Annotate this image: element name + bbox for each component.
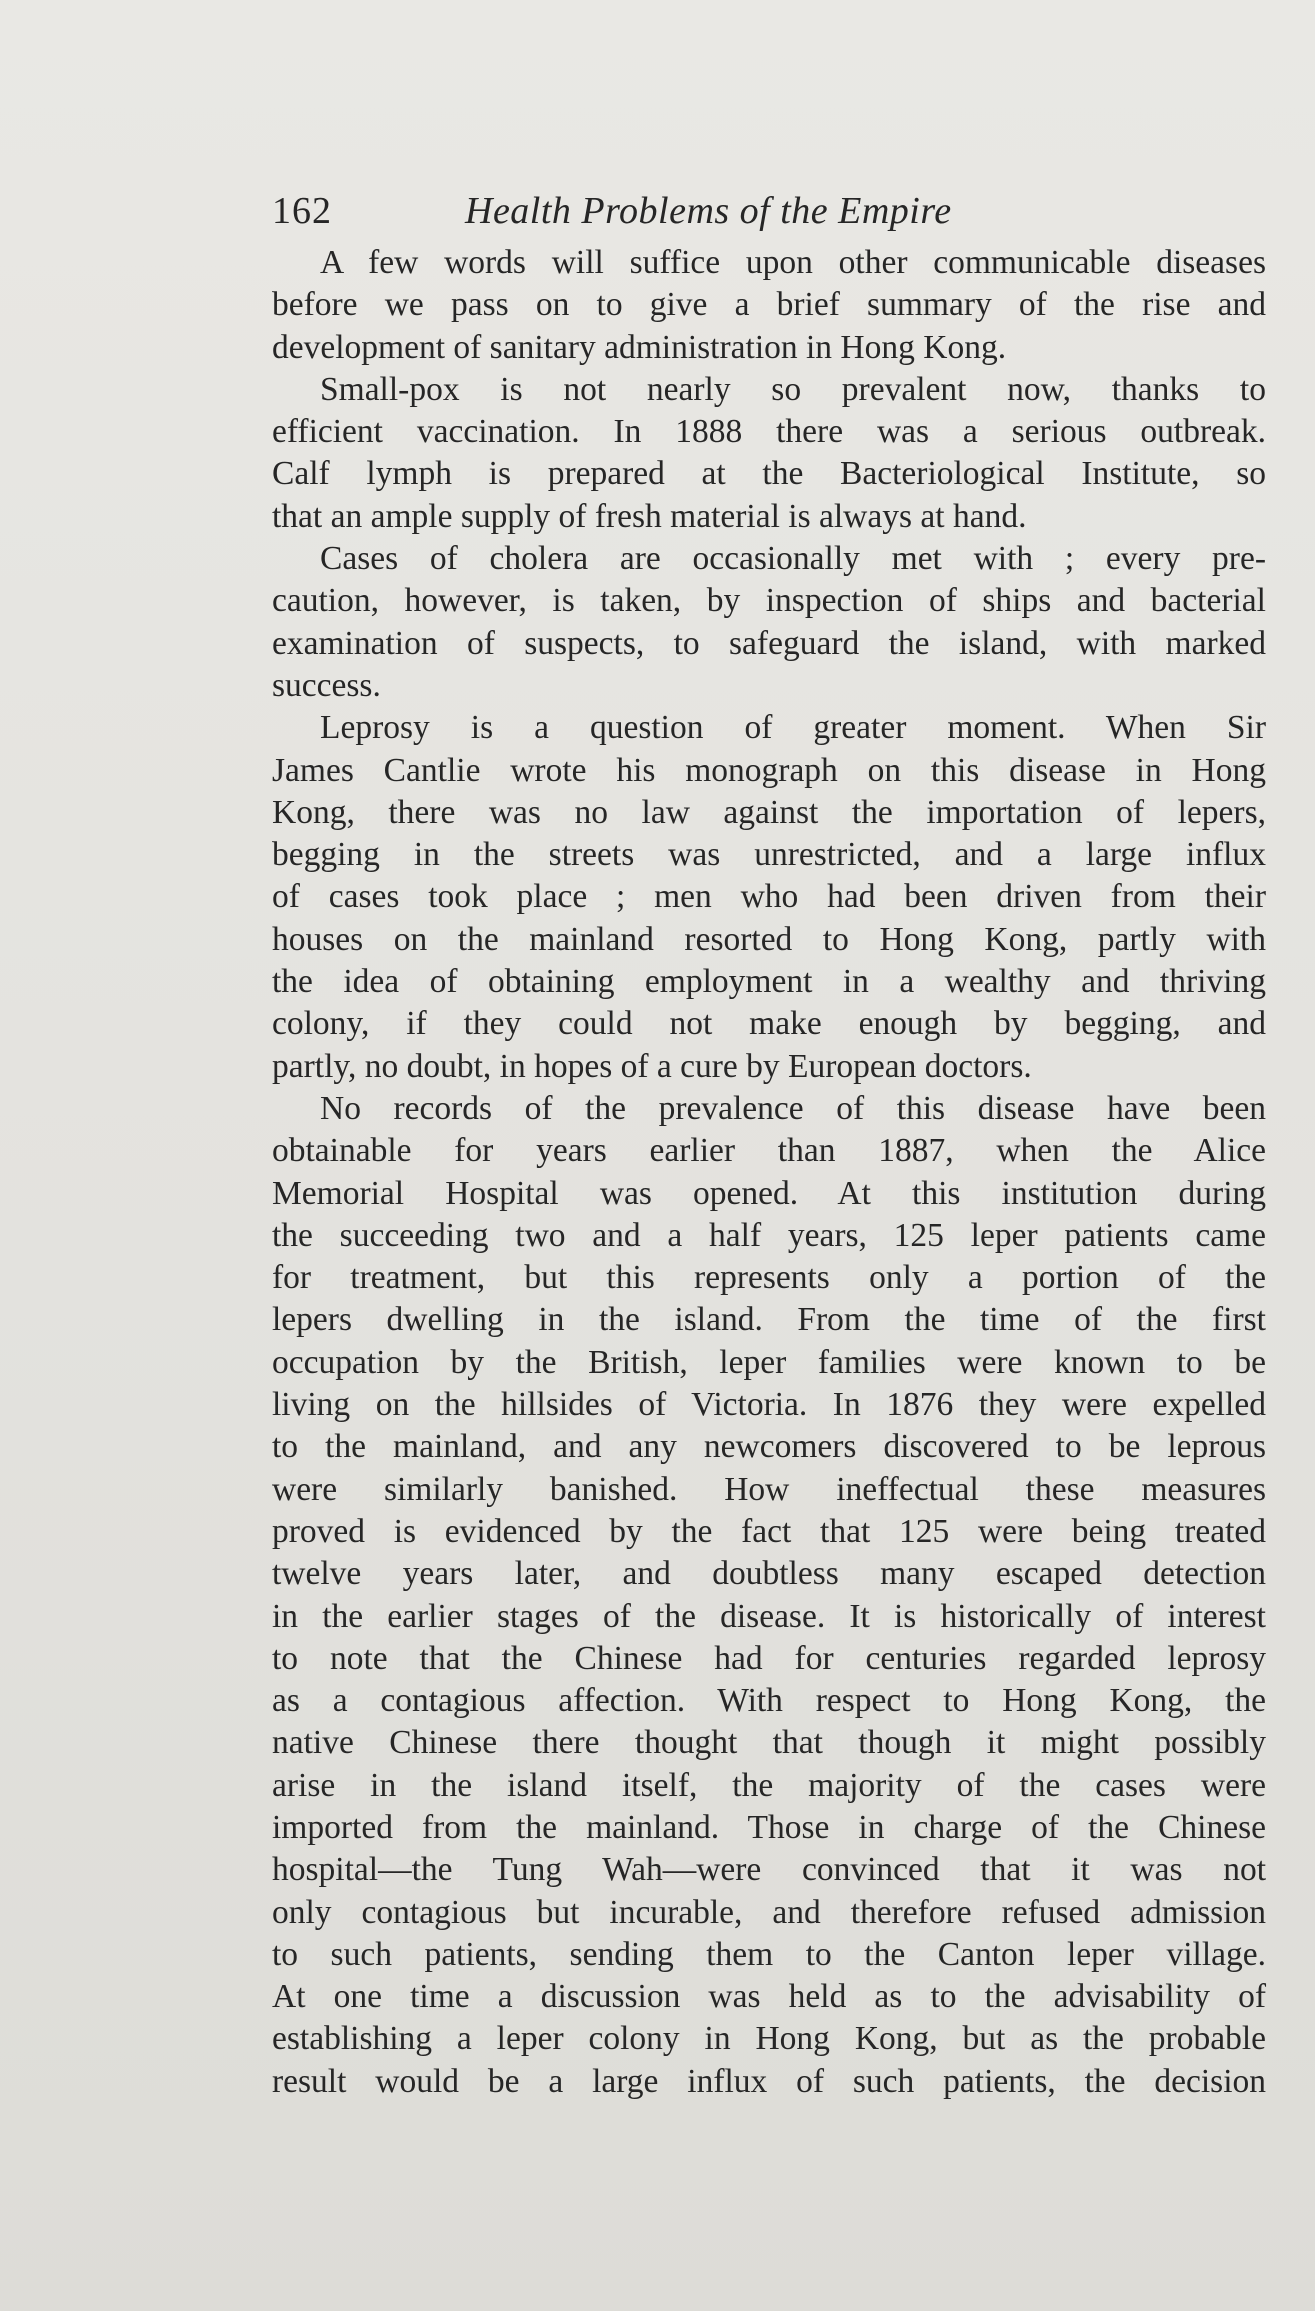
text-line: that an ample supply of fresh material is always at hand. [272,497,1027,535]
text-line: obtainable for years earlier than 1887, when the Alice [272,1132,1266,1170]
text-line: James Cantlie wrote his monograph on this disease in Hong [272,751,1266,789]
text-line: to note that the Chinese had for centuries regarded leprosy [272,1639,1266,1677]
text-block [272,180,1266,2103]
text-line: for treatment, but this represents only a portion of the [272,1259,1266,1297]
text-line: begging in the streets was unrestricted, and a large influx [272,836,1266,874]
text-line: to such patients, sending them to the Canton leper village. [272,1935,1266,1973]
text-line: caution, however, is taken, by inspection of ships and bacterial [272,582,1266,620]
text-line: establishing a leper colony in Hong Kong, but as the probable [272,2020,1266,2058]
text-line: in the earlier stages of the disease. It is historically of interest [272,1597,1266,1635]
text-line: Cases of cholera are occasionally met with ; every pre- [320,540,1266,578]
text-line: only contagious but incurable, and therefore refused admission [272,1893,1266,1931]
text-line: A few words will suffice upon other communicable diseases [320,244,1266,281]
text-line: At one time a discussion was held as to the advisability of [272,1978,1266,2016]
text-line: Calf lymph is prepared at the Bacteriological Institute, so [272,455,1266,493]
text-line: houses on the mainland resorted to Hong Kong, partly with [272,920,1266,958]
text-line: twelve years later, and doubtless many escaped detection [272,1555,1266,1593]
text-line: partly, no doubt, in hopes of a cure by European doctors. [272,1047,1032,1085]
running-head [272,180,1266,242]
text-line: occupation by the British, leper families were known to be [272,1343,1266,1381]
text-line: success. [272,666,381,704]
text-line: to the mainland, and any newcomers discovered to be leprous [272,1428,1266,1466]
text-line: lepers dwelling in the island. From the time of the first [272,1301,1266,1339]
text-line: Memorial Hospital was opened. At this institution during [272,1174,1266,1212]
text-line: arise in the island itself, the majority of the cases were [272,1766,1266,1804]
text-line: as a contagious affection. With respect to Hong Kong, the [272,1682,1266,1720]
text-line: proved is evidenced by the fact that 125 were being treated [272,1512,1266,1550]
text-line: imported from the mainland. Those in charge of the Chinese [272,1808,1266,1846]
text-line: were similarly banished. How ineffectual these measures [272,1470,1266,1508]
text-line: development of sanitary administration in Hong Kong. [272,328,1007,366]
body-text [272,242,1266,2103]
text-line: before we pass on to give a brief summary of the rise and [272,286,1266,324]
text-line: No records of the prevalence of this disease have been [320,1089,1266,1127]
text-line: native Chinese there thought that though it might possibly [272,1724,1266,1762]
running-title: Health Problems of the Empire [465,190,952,232]
text-line: the succeeding two and a half years, 125 leper patients came [272,1216,1266,1254]
text-line: Small-pox is not nearly so prevalent now, thanks to [320,370,1266,408]
text-line: the idea of obtaining employment in a wealthy and thriving [272,963,1266,1001]
text-line: examination of suspects, to safeguard the island, with marked [272,624,1266,662]
text-line: Kong, there was no law against the importation of lepers, [272,793,1266,831]
text-line: efficient vaccination. In 1888 there was a serious outbreak. [272,413,1266,451]
text-line: living on the hillsides of Victoria. In 1876 they were expelled [272,1386,1266,1424]
page-number: 162 [272,190,332,232]
text-line: result would be a large influx of such patients, the decision [272,2062,1266,2100]
text-line: colony, if they could not make enough by begging, and [272,1005,1266,1043]
text-line: of cases took place ; men who had been driven from their [272,878,1266,916]
text-line: Leprosy is a question of greater moment. When Sir [320,709,1266,747]
text-line: hospital—the Tung Wah—were convinced that it was not [272,1851,1266,1889]
